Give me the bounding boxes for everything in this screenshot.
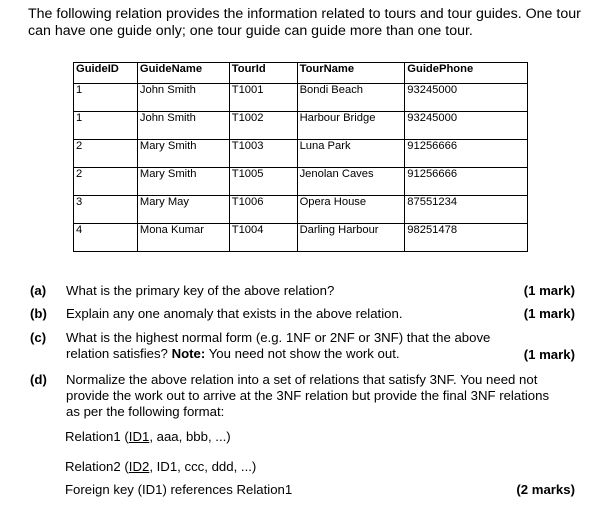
relation1-prefix: Relation1 (: [65, 429, 129, 444]
question-c: [30, 330, 575, 364]
cell: 1: [74, 112, 138, 140]
question-b-label: (b): [30, 306, 47, 321]
question-b-text: Explain any one anomaly that exists in the above relation.: [66, 306, 403, 321]
relation2-suffix: , ID1, ccc, ddd, ...): [149, 459, 257, 474]
table-row: [74, 140, 528, 168]
table-row: [74, 224, 528, 252]
relation1-key: ID1: [128, 429, 150, 444]
relation1-suffix: , aaa, bbb, ...): [149, 429, 231, 444]
question-c-label: (c): [30, 330, 47, 345]
cell: 2: [74, 140, 138, 168]
format-relation2: [65, 459, 256, 475]
cell: Harbour Bridge: [297, 112, 405, 140]
cell: Jenolan Caves: [297, 168, 405, 196]
cell: Bondi Beach: [297, 84, 405, 112]
question-c-text-line1: What is the highest normal form (e.g. 1NF or 2NF or 3NF) that the above: [66, 330, 491, 345]
question-d: [30, 372, 575, 424]
cell: Opera House: [297, 196, 405, 224]
relation-table: [73, 62, 528, 252]
question-c-text-line2: [66, 346, 536, 362]
cell: Luna Park: [297, 140, 405, 168]
question-a: [30, 283, 575, 299]
table-row: [74, 168, 528, 196]
intro-paragraph: The following relation provides the information related to tours and tour guides. One tour can have one guide only; one tour guide can guide more than one tour.: [28, 6, 581, 39]
table-header-row: [74, 63, 528, 84]
cell: Mona Kumar: [137, 224, 229, 252]
cell: 87551234: [405, 196, 528, 224]
format-foreign-key: Foreign key (ID1) references Relation1: [65, 482, 293, 497]
cell: T1006: [229, 196, 297, 224]
question-c-text-2a: relation satisfies?: [66, 346, 172, 361]
question-c-text-2b: You need not show the work out.: [205, 346, 400, 361]
cell: T1002: [229, 112, 297, 140]
relation2-prefix: Relation2 (: [65, 459, 129, 474]
cell: 3: [74, 196, 138, 224]
header-guidephone: GuidePhone: [405, 63, 528, 84]
cell: 4: [74, 224, 138, 252]
question-a-mark: (1 mark): [523, 283, 575, 298]
question-d-text: Normalize the above relation into a set of relations that satisfy 3NF. You need not provide the work out to arrive at the 3NF relation but provide the final 3NF relations as per the following format:: [66, 372, 550, 419]
relation2-key: ID2: [128, 459, 150, 474]
header-tourname: TourName: [297, 63, 405, 84]
cell: 93245000: [405, 112, 528, 140]
header-guidename: GuideName: [137, 63, 229, 84]
question-b: [30, 306, 575, 322]
cell: Mary Smith: [137, 168, 229, 196]
question-c-note: Note:: [171, 346, 206, 361]
cell: Mary Smith: [137, 140, 229, 168]
question-a-label: (a): [30, 283, 47, 298]
table-row: [74, 112, 528, 140]
header-guideid: GuideID: [74, 63, 138, 84]
cell: Mary May: [137, 196, 229, 224]
cell: 91256666: [405, 168, 528, 196]
table-row: [74, 196, 528, 224]
cell: T1001: [229, 84, 297, 112]
cell: 91256666: [405, 140, 528, 168]
question-c-mark: (1 mark): [523, 347, 575, 362]
cell: T1005: [229, 168, 297, 196]
cell: T1004: [229, 224, 297, 252]
question-d-mark: (2 marks): [516, 482, 575, 497]
question-d-label: (d): [30, 372, 47, 387]
header-tourid: TourId: [229, 63, 297, 84]
cell: 93245000: [405, 84, 528, 112]
cell: John Smith: [137, 112, 229, 140]
cell: 2: [74, 168, 138, 196]
question-b-mark: (1 mark): [523, 306, 575, 321]
cell: 98251478: [405, 224, 528, 252]
cell: John Smith: [137, 84, 229, 112]
cell: 1: [74, 84, 138, 112]
format-relation1: [65, 429, 231, 445]
question-d-mark-line: [30, 482, 575, 498]
cell: T1003: [229, 140, 297, 168]
table-row: [74, 84, 528, 112]
question-a-text: What is the primary key of the above relation?: [66, 283, 335, 298]
cell: Darling Harbour: [297, 224, 405, 252]
